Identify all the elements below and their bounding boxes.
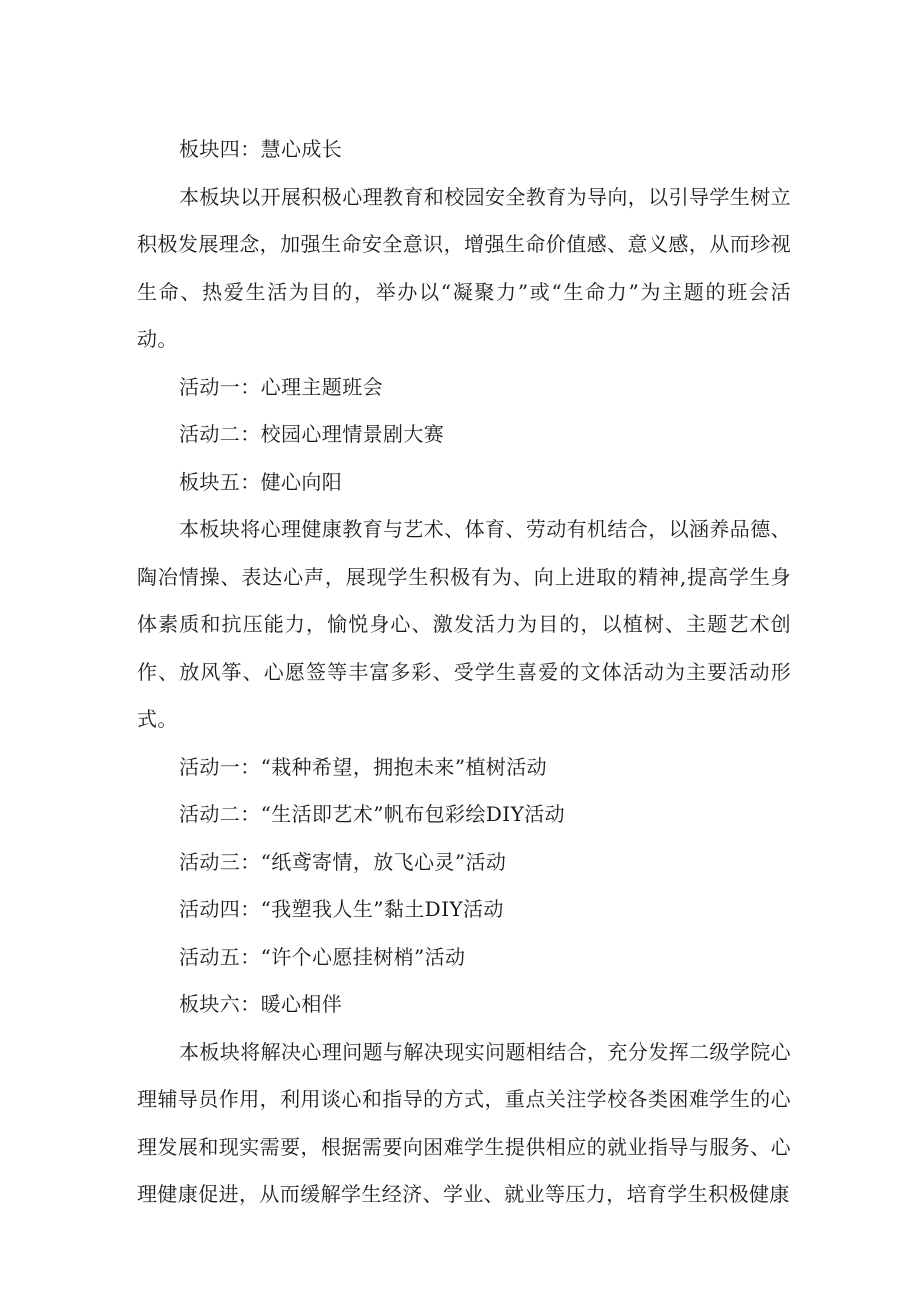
section-5-body: 本板块将心理健康教育与艺术、体育、劳动有机结合，以涵养品德、陶冶情操、表达心声，展现学生积极有为、向上进取的精神,提高学生身体素质和抗压能力，愉悦身心、激发活力为目的，以植树、主题艺术创作、放风筝、心愿签等丰富多彩、受学生喜爱的文体活动为主要活动形式。 [137,517,791,731]
section-4-body: 本板块以开展积极心理教育和校园安全教育为导向，以引导学生树立积极发展理念，加强生命安全意识，增强生命价值感、意义感，从而珍视生命、热爱生活为目的，举办以“凝聚力”或“生命力”为主题的班会活动。 [137,184,791,351]
section-4-activity-2: 活动二：校园心理情景剧大赛 [179,422,445,446]
section-5-activity-3: 活动三：“纸鸢寄情，放飞心灵”活动 [179,849,507,874]
section-5-activity-4: 活动四：“我塑我人生”黏土DIY活动 [179,897,504,921]
section-5-heading: 板块五：健心向阳 [179,469,343,494]
section-5-activity-2: 活动二：“生活即艺术”帆布包彩绘DIY活动 [179,802,565,826]
section-5-activity-5: 活动五：“许个心愿挂树梢”活动 [179,944,466,969]
section-6-heading: 板块六：暖心相伴 [179,992,343,1016]
document-content [137,126,791,1219]
section-5-activity-1: 活动一：“栽种希望，拥抱未来”植树活动 [179,754,548,779]
section-6-body: 本板块将解决心理问题与解决现实问题相结合，充分发挥二级学院心理辅导员作用，利用谈心和指导的方式，重点关注学校各类困难学生的心理发展和现实需要，根据需要向困难学生提供相应的就业指导与服务、心理健康促进，从而缓解学生经济、学业、就业等压力，培育学生积极健康 [137,1039,791,1206]
section-4-activity-1: 活动一：心理主题班会 [179,374,383,399]
section-4-heading: 板块四：慧心成长 [179,137,343,161]
